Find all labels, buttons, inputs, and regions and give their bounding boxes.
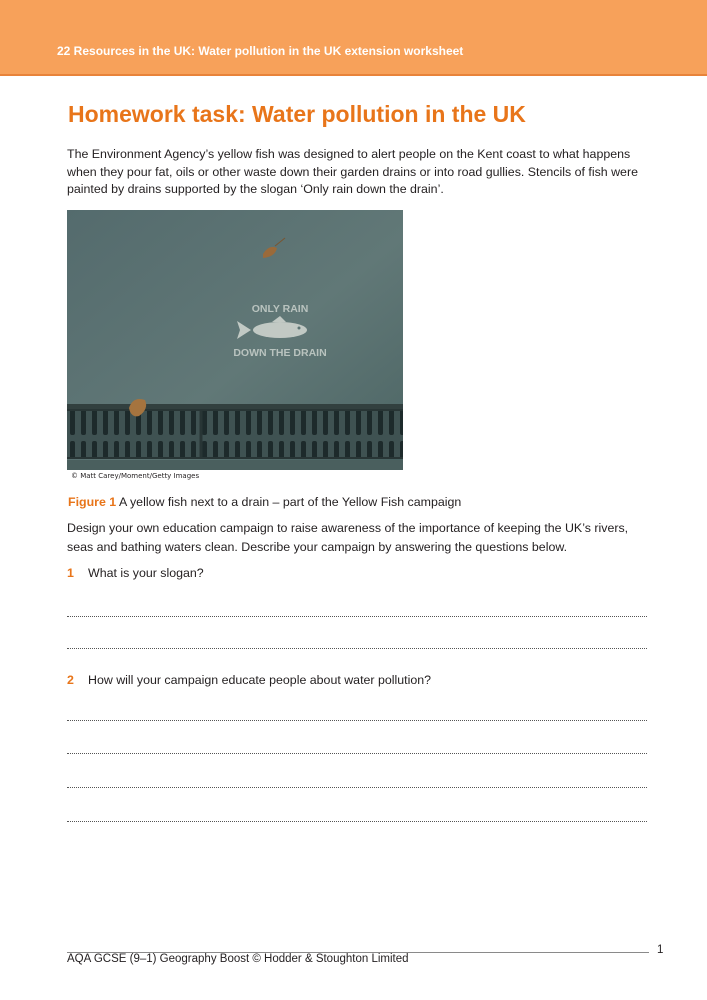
question-2	[67, 673, 431, 687]
answer-line[interactable]	[67, 787, 647, 788]
figure-caption-text: A yellow fish next to a drain – part of the Yellow Fish campaign	[116, 495, 462, 509]
answer-line[interactable]	[67, 616, 647, 617]
question-1	[67, 566, 204, 580]
answer-line[interactable]	[67, 753, 647, 754]
page-number: 1	[657, 944, 664, 956]
task-instruction: Design your own education campaign to raise awareness of the importance of keeping the UK’s rivers, seas and bathing waters clean. Describe your campaign by answering the questions below.	[67, 521, 629, 554]
page-title: Homework task: Water pollution in the UK	[68, 101, 526, 127]
question-text: What is your slogan?	[88, 566, 204, 580]
photo-credit: © Matt Carey/Moment/Getty Images	[71, 472, 200, 480]
figure-label: Figure 1	[68, 495, 117, 509]
question-number: 2	[67, 673, 74, 687]
intro-paragraph: The Environment Agency’s yellow fish was designed to alert people on the Kent coast to what happens when they pour fat, oils or other waste down their garden drains or into road gullies. Stencils of fish were painted by drains supported by the slogan ‘Only rain down the drain’.	[67, 147, 638, 196]
question-number: 1	[67, 566, 74, 580]
answer-line[interactable]	[67, 720, 647, 721]
drain-grate	[67, 410, 403, 458]
answer-line[interactable]	[67, 648, 647, 649]
footer-copyright: AQA GCSE (9–1) Geography Boost © Hodder & Stoughton Limited	[67, 953, 409, 965]
yellow-fish-photo	[67, 210, 403, 480]
header-band	[0, 0, 707, 76]
stencil-text-top: ONLY RAIN	[251, 303, 309, 315]
stencil-text-bottom: DOWN THE DRAIN	[233, 347, 327, 359]
answer-line[interactable]	[67, 821, 647, 822]
question-text: How will your campaign educate people about water pollution?	[88, 673, 432, 687]
header-title: 22 Resources in the UK: Water pollution in the UK extension worksheet	[57, 44, 464, 58]
figure-caption	[68, 495, 461, 509]
